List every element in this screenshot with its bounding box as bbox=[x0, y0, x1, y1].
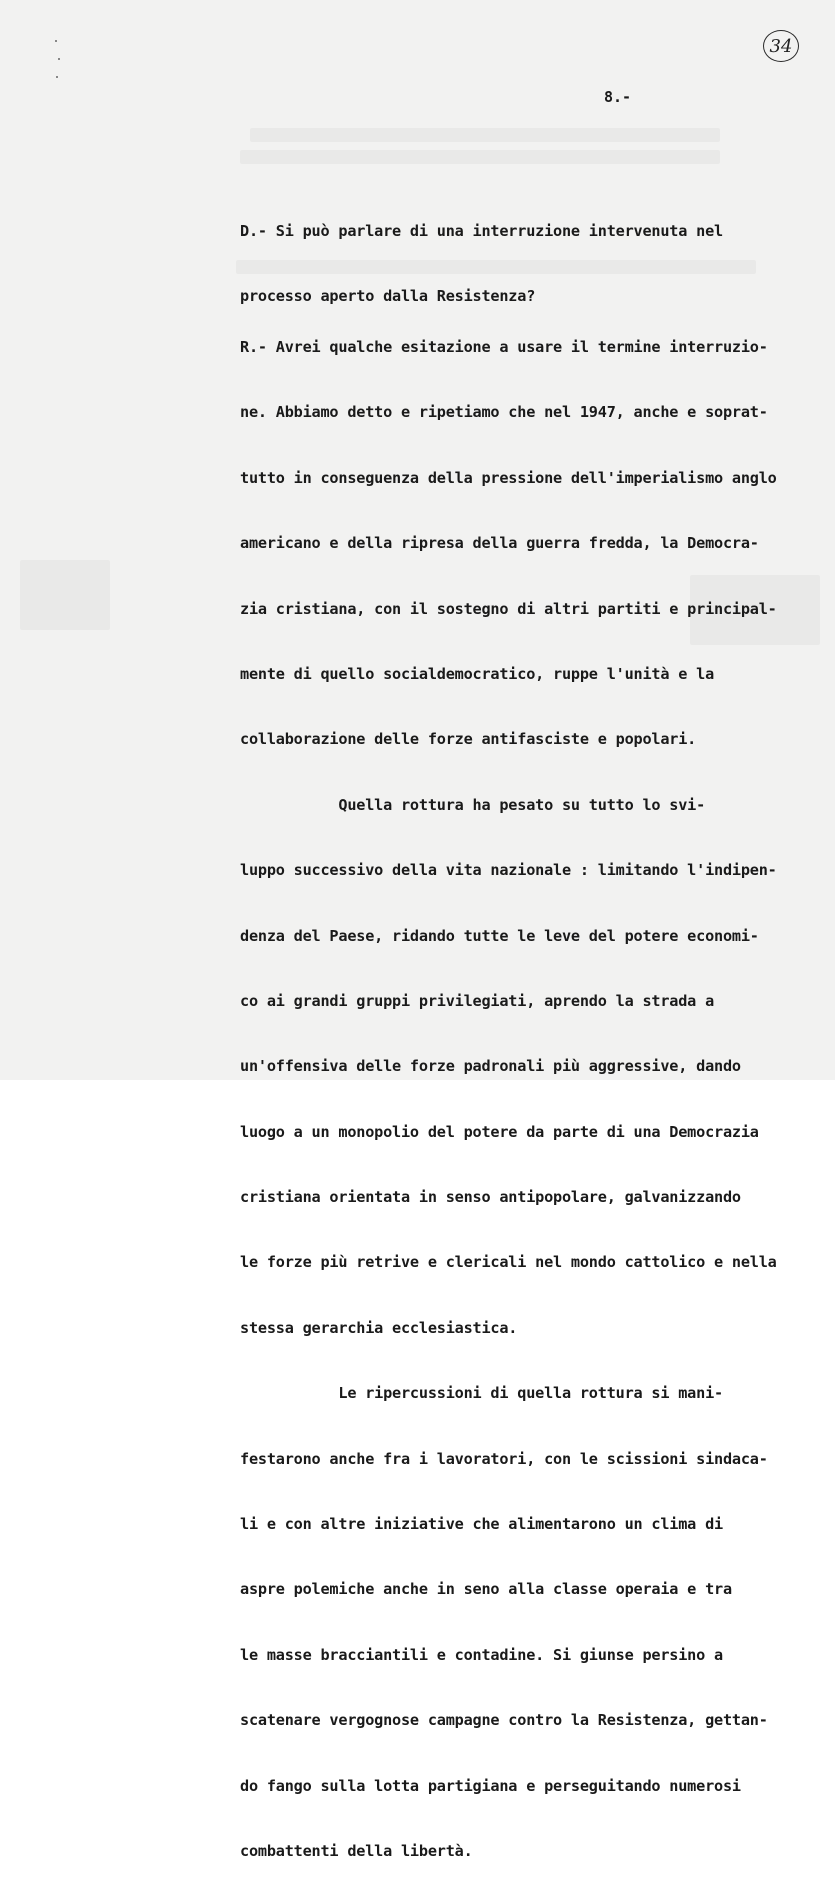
answer-line: stessa gerarchia ecclesiastica. bbox=[240, 1318, 518, 1337]
answer-line: le masse bracciantili e contadine. Si giunse persino a bbox=[240, 1645, 723, 1664]
answer-line: collaborazione delle forze antifasciste e popolari. bbox=[240, 730, 697, 749]
answer-line: zia cristiana, con il sostegno di altri partiti e principal- bbox=[240, 599, 777, 618]
speck-marks bbox=[55, 40, 61, 80]
answer-line: do fango sulla lotta partigiana e perseguitando numerosi bbox=[240, 1776, 741, 1795]
answer-line: cristiana orientata in senso antipopolare, galvanizzando bbox=[240, 1188, 741, 1207]
bleed-through-mark bbox=[240, 150, 720, 164]
answer-line: luogo a un monopolio del potere da parte di una Democrazia bbox=[240, 1122, 759, 1141]
answer-line: luppo successivo della vita nazionale : limitando l'indipen- bbox=[240, 861, 777, 880]
answer-paragraph bbox=[240, 297, 830, 1902]
answer-line: co ai grandi gruppi privilegiati, aprendo la strada a bbox=[240, 991, 715, 1010]
answer-line: li e con altre iniziative che alimentarono un clima di bbox=[240, 1515, 723, 1534]
answer-line: denza del Paese, ridando tutte le leve del potere economi- bbox=[240, 926, 759, 945]
answer-line: combattenti della libertà. bbox=[240, 1841, 473, 1860]
answer-line: Le ripercussioni di quella rottura si mani- bbox=[240, 1384, 723, 1403]
answer-line: Quella rottura ha pesato su tutto lo svi- bbox=[240, 795, 706, 814]
answer-line: aspre polemiche anche in seno alla classe operaia e tra bbox=[240, 1580, 732, 1599]
answer-line: tutto in conseguenza della pressione dell'imperialismo anglo bbox=[240, 468, 777, 487]
question-line: D.- Si può parlare di una interruzione intervenuta nel bbox=[240, 222, 723, 240]
answer-line: scatenare vergognose campagne contro la Resistenza, gettan- bbox=[240, 1711, 768, 1730]
bleed-through-mark bbox=[250, 128, 720, 142]
question-line: processo aperto dalla Resistenza? bbox=[240, 287, 536, 306]
answer-line: un'offensiva delle forze padronali più aggressive, dando bbox=[240, 1057, 741, 1076]
bleed-through-mark bbox=[20, 560, 110, 630]
answer-line: festarono anche fra i lavoratori, con le scissioni sindaca- bbox=[240, 1449, 768, 1468]
page-stamp-number: 34 bbox=[763, 30, 799, 62]
answer-line: R.- Avrei qualche esitazione a usare il termine interruzio- bbox=[240, 338, 768, 356]
answer-line: le forze più retrive e clericali nel mondo cattolico e nella bbox=[240, 1253, 777, 1272]
answer-line: ne. Abbiamo detto e ripetiamo che nel 1947, anche e soprat- bbox=[240, 403, 768, 422]
answer-line: mente di quello socialdemocratico, ruppe l'unità e la bbox=[240, 664, 715, 683]
answer-line: americano e della ripresa della guerra fredda, la Democra- bbox=[240, 534, 759, 553]
page-number: 8.- bbox=[604, 88, 632, 106]
